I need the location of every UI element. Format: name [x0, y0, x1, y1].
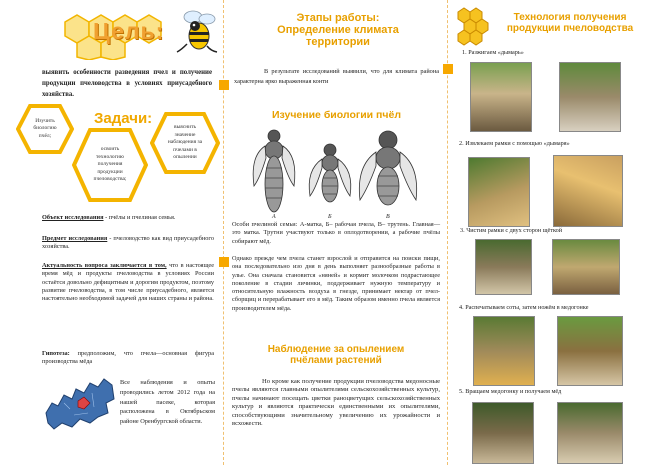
goal-title: Цель:	[93, 18, 165, 44]
task-2-text: освоить технологию получения продукции пчеловодства;	[93, 146, 127, 183]
goal-header	[55, 8, 220, 60]
photo-step-1a	[470, 62, 532, 132]
photo-step-4b	[557, 316, 623, 386]
biology-title: Изучение биологии пчёл	[271, 109, 402, 121]
subject-paragraph	[42, 235, 214, 252]
biology-text-1: Особи пчелиной семьи: А-матка, Б– рабочая пчела, В– трутень. Главная—это матка. Трутни участвуют только в оплодотворении, а рабочие пчёлы собирают мёд.	[232, 221, 440, 245]
figure-label-c: В	[386, 214, 390, 220]
task-3-text: выяснить значение наблюдения за пчелами в опылении	[167, 124, 203, 161]
subject-text: - пчеловодство как вид приусадебного хозяйства.	[42, 235, 214, 251]
object-paragraph	[42, 214, 214, 222]
hypothesis-paragraph	[42, 350, 214, 367]
step-1-caption: 1. Разжигаем «дымарь»	[462, 49, 524, 56]
pollination-text: Но кроме как получение продукции пчеловодства медоносные пчелы являются главными опылителями сельскохозяйственных культур, пчелы начинают посещать цветки раноцветущих сельскохозяйственных культур и являются практически единственными их опылителями, способствующими значительному увеличению их урожайности и всхожести.	[232, 378, 440, 428]
divider-marker	[443, 64, 453, 74]
step-2-caption: 2. Извлекаем рамки с помощью «дымаря»	[459, 140, 570, 147]
task-1-text: Изучить биологию пчёл;	[33, 117, 57, 139]
step-4-caption: 4. Распечатываем соты, затем ножём в медогонке	[459, 304, 589, 311]
task-hexagon-3	[150, 112, 220, 174]
tasks-title: Задачи:	[94, 110, 153, 127]
photo-step-2a	[468, 157, 530, 227]
bee-castes-figure	[248, 126, 428, 221]
actuality-label: Актуальность вопроса заключается в том,	[42, 262, 167, 269]
photo-step-3a	[475, 239, 532, 295]
step-3-caption: 3. Чистим рамки с двух сторон щёткой	[460, 227, 563, 234]
hypothesis-text: предположим, что пчела—основная фигура производства мёда	[42, 350, 214, 366]
honeycomb-icon	[454, 4, 494, 46]
actuality-paragraph	[42, 262, 214, 303]
goal-text: выявить особенности разведения пчел и получение продукции пчеловодства в условиях приусадебного хозяйства.	[42, 69, 212, 98]
hypothesis-label: Гипотеза:	[42, 350, 70, 357]
climate-text: В результате исследований выявили, что для климата района характерна ярко выраженная конти	[234, 68, 439, 86]
step-5-caption: 5. Вращаем медогонку и получаем мёд	[459, 388, 562, 395]
photo-step-2b	[553, 155, 623, 227]
actuality-text: что в настоящее время мёд и продукты пчеловодства в условиях России остаётся довольно дефицитным и дорогим продуктом, поэтому развитие пчеловодства, в том числе приусадебного, является настоятельно необходимой задачей для наших страны и района.	[42, 262, 215, 303]
technology-title: Технология получения продукции пчеловодства	[506, 12, 634, 34]
biology-text-2: Однако прежде чем пчела станет взрослой и отправится на поиски пищи, она последовательно изо дня в день выполняет разнообразные работы в улье. Она сначала становится «няней» и кормит молочком подрастающее поколение в стадии личинки, поддерживает нужную температуру и относительную влажность воздуха в гнезде, принимает нектар от пчел-сборщиц и перерабатывает его в мёд. Таким образом именно пчела является производителем мёда.	[232, 255, 440, 312]
photo-step-5b	[557, 402, 623, 464]
divider-marker	[219, 257, 229, 267]
figure-label-a: А	[272, 214, 276, 220]
photo-step-1b	[559, 62, 621, 132]
task-hexagon-1	[16, 104, 74, 154]
object-text: - пчёлы и пчелиная семья.	[103, 214, 176, 221]
divider-marker	[219, 80, 229, 90]
photo-step-5a	[472, 402, 534, 464]
stage-title: Этапы работы: Определение климата территории	[277, 12, 399, 49]
photo-step-4a	[473, 316, 535, 386]
task-hexagon-2	[72, 128, 148, 202]
region-map	[44, 373, 116, 435]
object-label: Объект исследования	[42, 214, 104, 221]
figure-label-b: Б	[328, 214, 332, 220]
subject-label: Предмет исследования	[42, 235, 108, 242]
column-divider-left	[223, 0, 224, 465]
photo-step-3b	[552, 239, 620, 295]
pollination-title: Наблюдение за опылением пчёлами растений	[267, 344, 405, 366]
place-text: Все наблюдения и опыты проводились летом 2012 года на нашей пасеке, которая расположена в Октябрьском районе Оренбургской области.	[120, 379, 215, 425]
bee-icon	[173, 8, 221, 54]
